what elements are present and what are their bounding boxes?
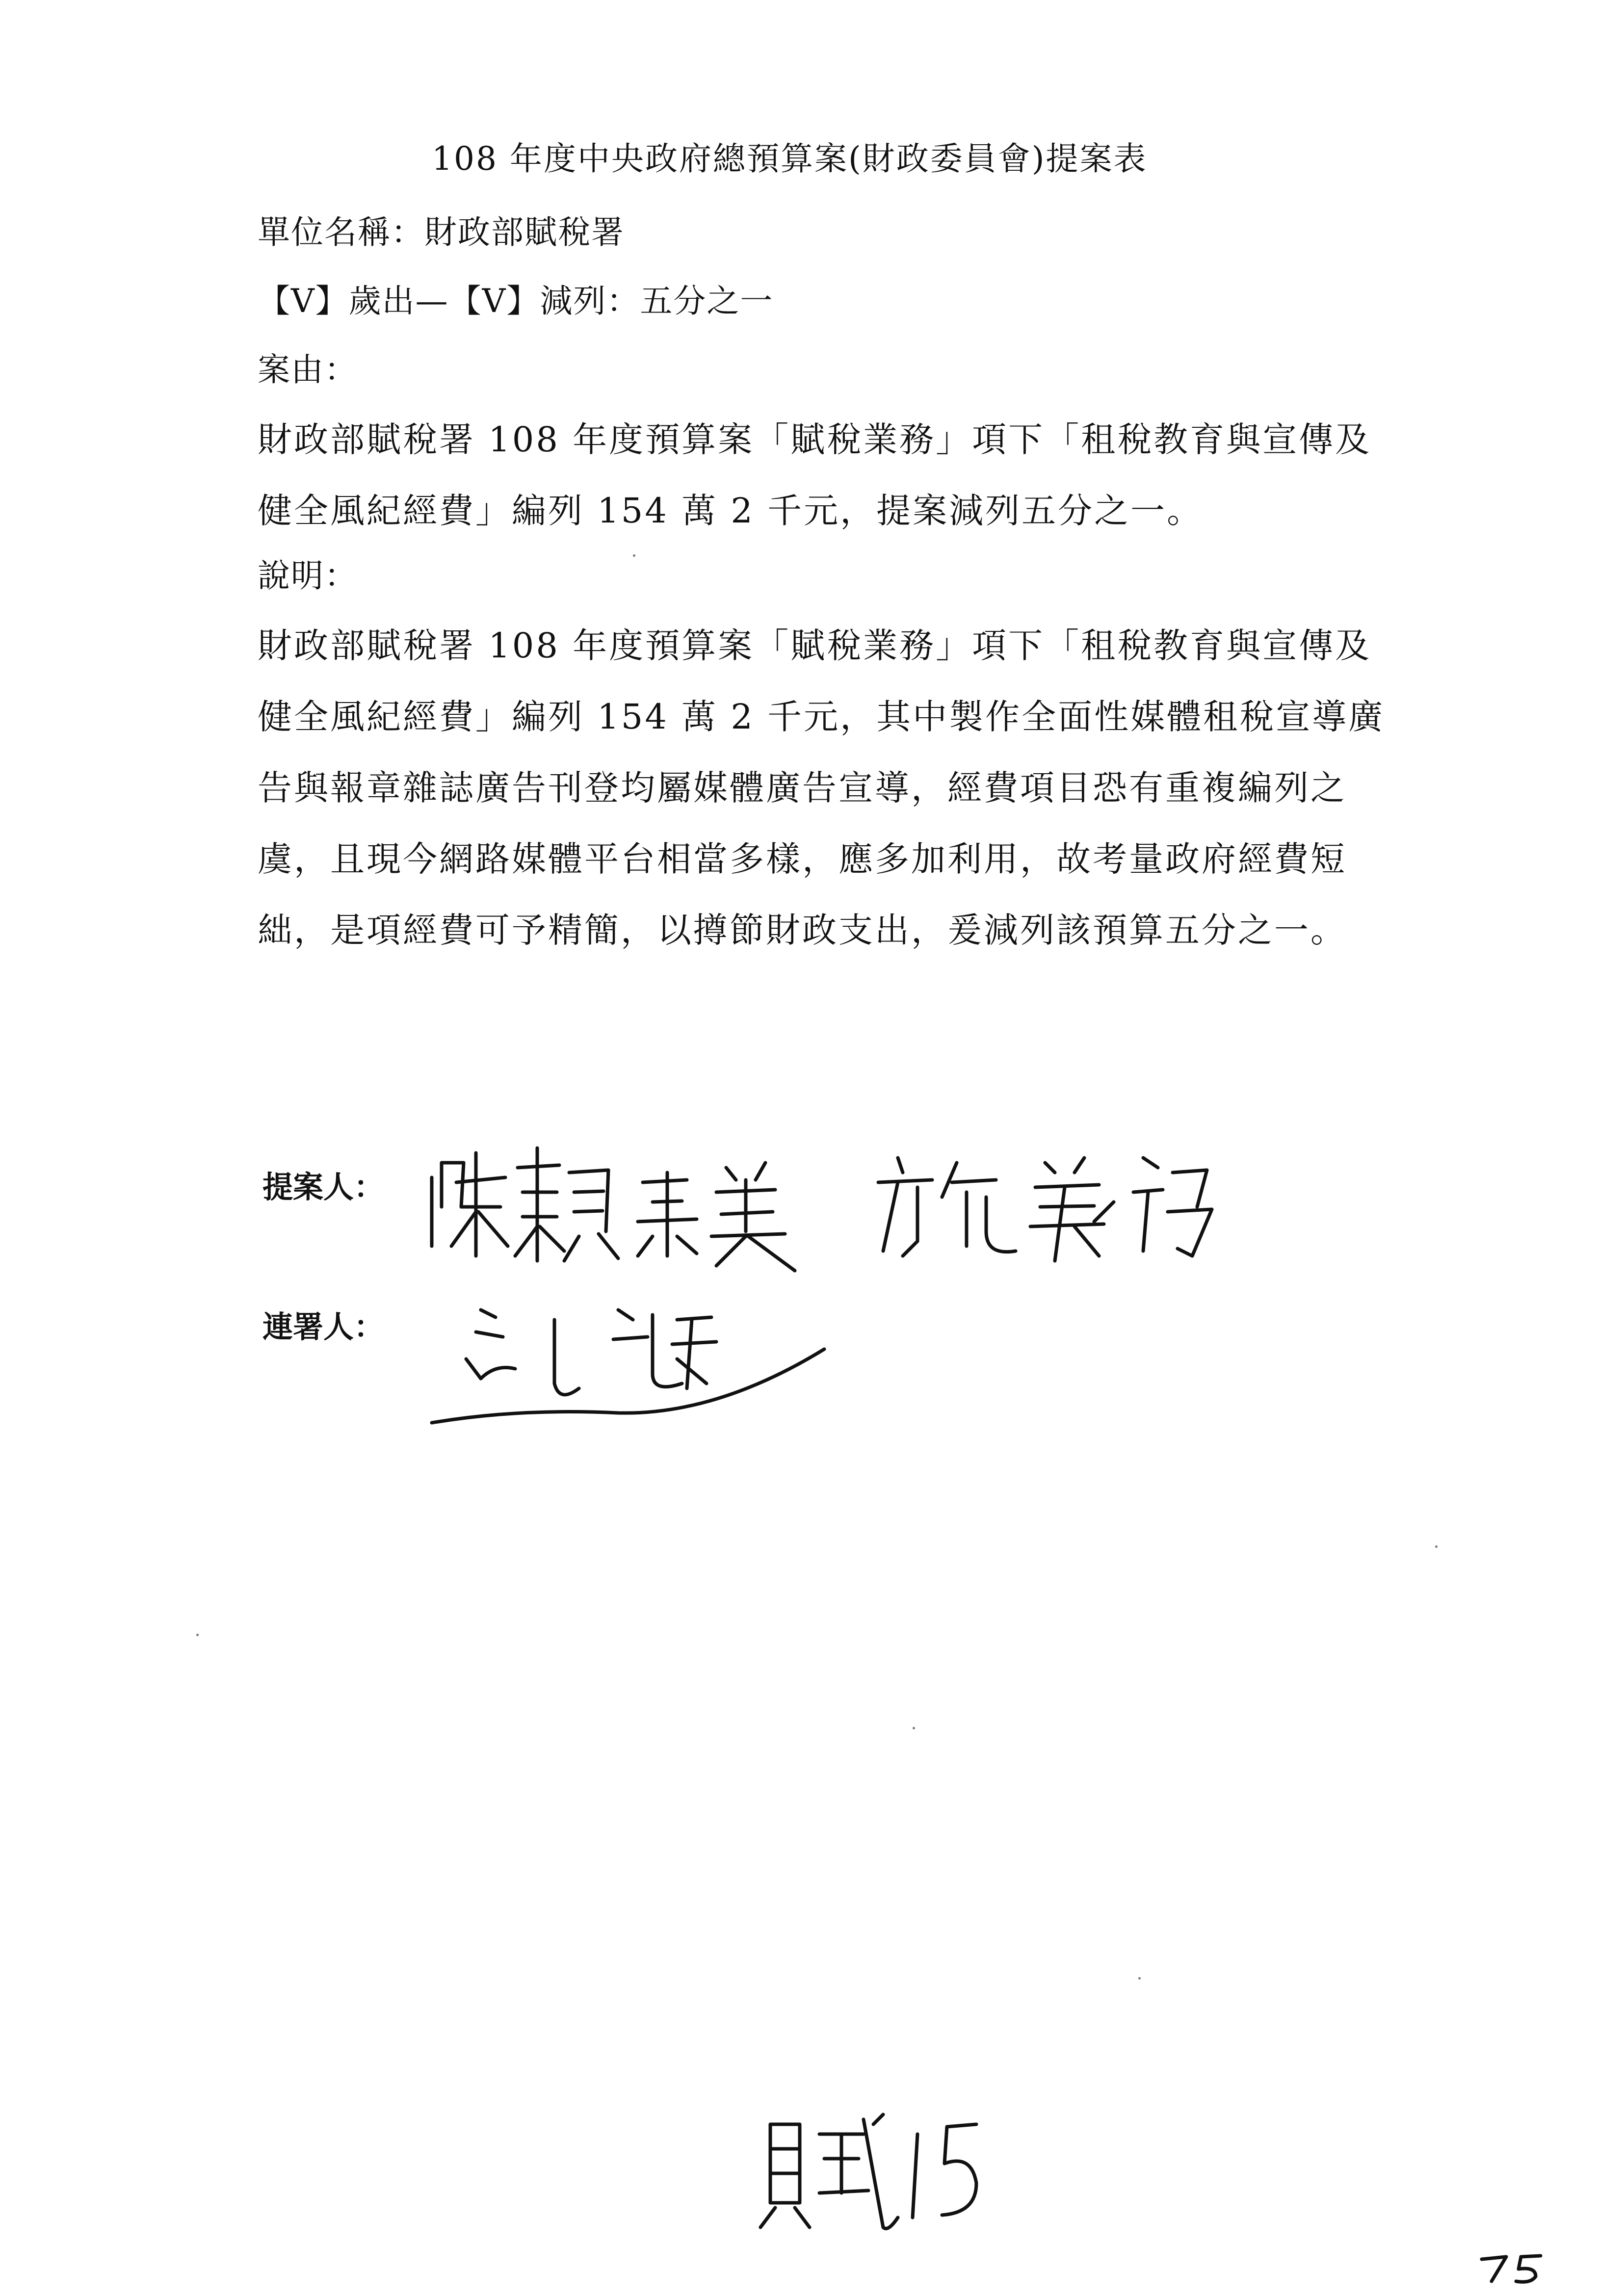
category-line: 【V】歲出—【V】減列：五分之一 — [258, 282, 774, 320]
corner-mark — [1477, 2252, 1550, 2286]
scan-speck — [1435, 1545, 1438, 1548]
scan-speck — [913, 1727, 915, 1729]
reason-line: 財政部賦稅署 108 年度預算案「賦稅業務」項下「租稅教育與宣傳及 — [258, 419, 1372, 460]
cosigner-signature — [422, 1290, 834, 1457]
explanation-label: 說明： — [258, 557, 358, 595]
cosigner-label: 連署人： — [262, 1309, 385, 1345]
scan-speck — [1138, 1977, 1141, 1980]
explanation-line: 財政部賦稅署 108 年度預算案「賦稅業務」項下「租稅教育與宣傳及 — [258, 626, 1372, 666]
reason-line: 健全風紀經費」編列 154 萬 2 千元，提案減列五分之一。 — [258, 491, 1204, 531]
document-title: 108 年度中央政府總預算案(財政委員會)提案表 — [432, 140, 1148, 178]
proposer-signature-2 — [868, 1143, 1222, 1271]
proposer-label: 提案人： — [262, 1169, 385, 1205]
unit-name-line: 單位名稱：財政部賦稅署 — [258, 213, 625, 251]
explanation-line: 虞，且現今網路媒體平台相當多樣，應多加利用，故考量政府經費短 — [258, 839, 1347, 879]
proposer-signature-1 — [422, 1133, 824, 1280]
scan-speck — [196, 1634, 199, 1636]
explanation-line: 絀，是項經費可予精簡，以撙節財政支出，爰減列該預算五分之一。 — [258, 910, 1347, 950]
explanation-line: 健全風紀經費」編列 154 萬 2 千元，其中製作全面性媒體租稅宣導廣 — [258, 697, 1385, 737]
explanation-line: 告與報章雜誌廣告刊登均屬媒體廣告宣導，經費項目恐有重複編列之 — [258, 768, 1347, 808]
page-mark — [751, 2105, 986, 2232]
scan-speck — [633, 554, 635, 557]
reason-label: 案由： — [258, 351, 358, 389]
